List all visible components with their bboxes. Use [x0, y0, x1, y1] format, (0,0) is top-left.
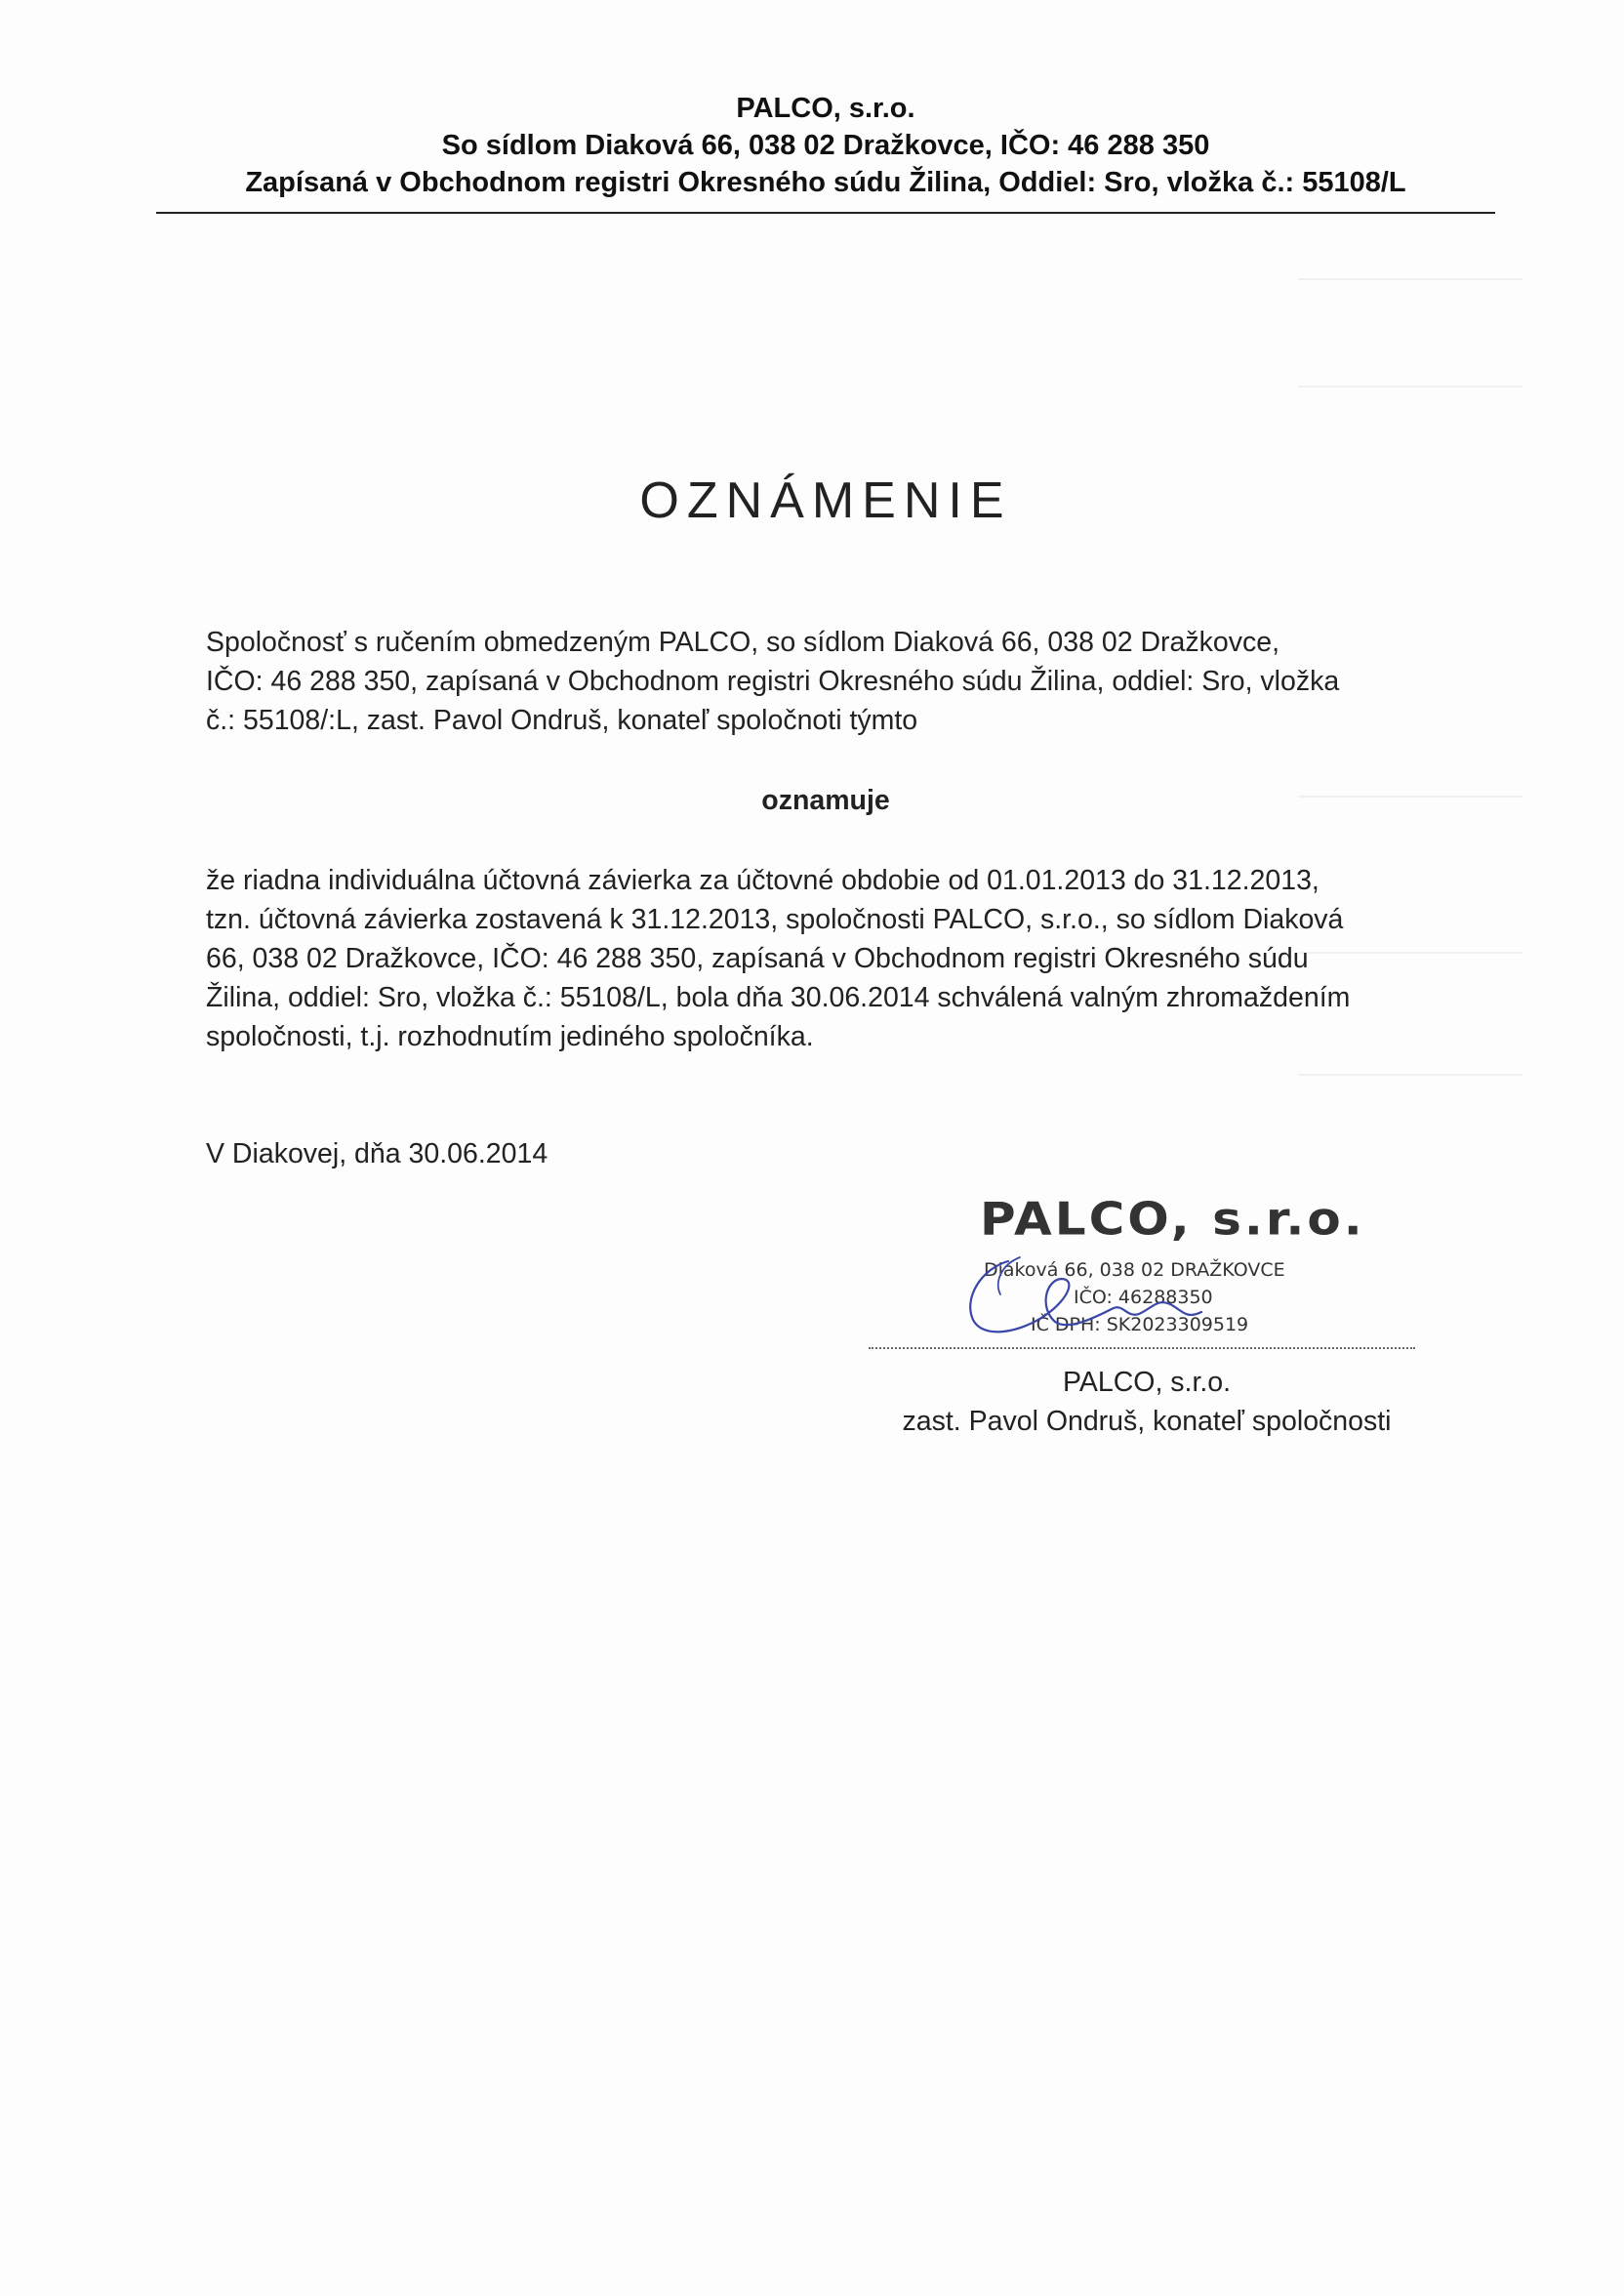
document-title: OZNÁMENIE	[639, 472, 1012, 529]
intro-line: IČO: 46 288 350, zapísaná v Obchodnom registri Okresného súdu Žilina, oddiel: Sro, vložka	[206, 666, 1340, 697]
announce-word: oznamuje	[761, 785, 890, 816]
stamp-dic: IČ DPH: SK2023309519	[1031, 1314, 1249, 1335]
signature-representative: zast. Pavol Ondruš, konateľ spoločnosti	[902, 1406, 1392, 1437]
signature-block	[859, 1363, 1435, 1441]
statement-line: spoločnosti, t.j. rozhodnutím jediného spoločníka.	[206, 1021, 814, 1052]
show-through-line	[1298, 386, 1522, 388]
show-through-line	[1298, 278, 1522, 280]
letterhead-address: So sídlom Diaková 66, 038 02 Dražkovce, IČO: 46 288 350	[441, 130, 1210, 161]
stamp-logo: PALCO, s.r.o.	[980, 1193, 1365, 1246]
statement-line: že riadna individuálna účtovná závierka za účtovné obdobie od 01.01.2013 do 31.12.2013,	[206, 865, 1320, 896]
intro-paragraph	[206, 623, 1465, 740]
letterhead-registry: Zapísaná v Obchodnom registri Okresného súdu Žilina, Oddiel: Sro, vložka č.: 55108/L	[245, 167, 1406, 198]
letterhead	[156, 90, 1495, 201]
signature-line	[869, 1347, 1415, 1349]
letterhead-company: PALCO, s.r.o.	[736, 93, 915, 124]
stamp-ico: IČO: 46288350	[1074, 1287, 1213, 1308]
intro-line: Spoločnosť s ručením obmedzeným PALCO, so sídlom Diaková 66, 038 02 Dražkovce,	[206, 627, 1280, 658]
statement-paragraph	[206, 861, 1465, 1056]
place-date: V Diakovej, dňa 30.06.2014	[206, 1138, 548, 1169]
statement-line: tzn. účtovná závierka zostavená k 31.12.2013, spoločnosti PALCO, s.r.o., so sídlom Diaková	[206, 904, 1344, 935]
handwritten-signature	[961, 1240, 1254, 1357]
statement-line: 66, 038 02 Dražkovce, IČO: 46 288 350, zapísaná v Obchodnom registri Okresného súdu	[206, 943, 1309, 974]
stamp-address: Diaková 66, 038 02 DRAŽKOVCE	[984, 1259, 1285, 1281]
intro-line: č.: 55108/:L, zast. Pavol Ondruš, konateľ spoločnoti týmto	[206, 705, 918, 736]
letterhead-divider	[156, 212, 1495, 214]
statement-line: Žilina, oddiel: Sro, vložka č.: 55108/L, bola dňa 30.06.2014 schválená valným zhromaždením	[206, 982, 1351, 1013]
signature-company: PALCO, s.r.o.	[1062, 1367, 1232, 1398]
show-through-line	[1298, 1074, 1522, 1076]
